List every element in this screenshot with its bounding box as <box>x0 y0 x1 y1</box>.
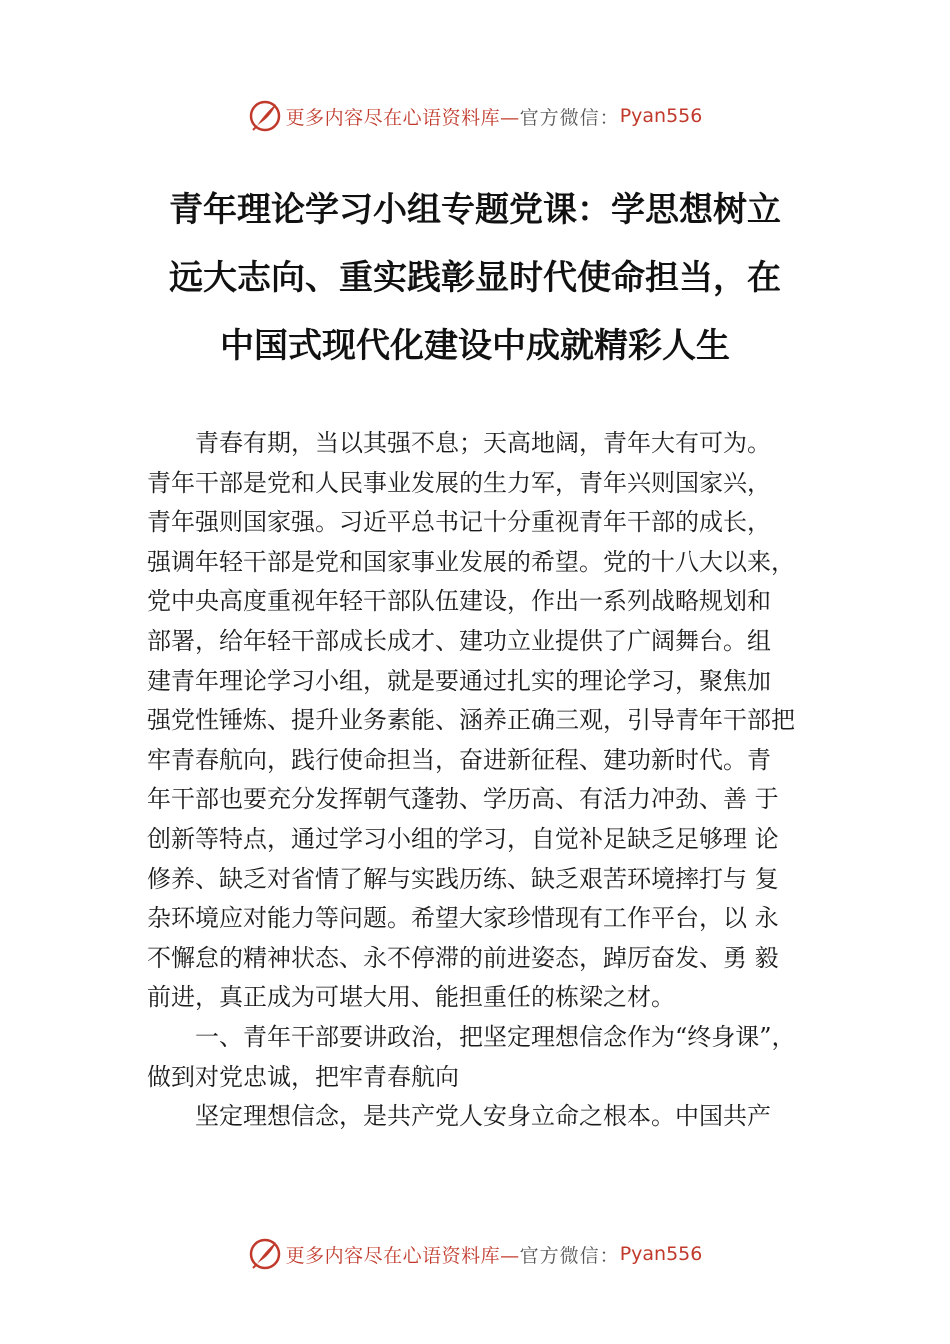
body-line: 青年强则国家强。习近平总书记十分重视青年干部的成长， <box>147 508 771 537</box>
body-line: 党中央高度重视年轻干部队伍建设，作出一系列战略规划和 <box>147 587 771 616</box>
body-line: 前进，真正成为可堪大用、能担重任的栋梁之材。 <box>147 983 675 1012</box>
section-heading: 一、青年干部要讲政治，把坚定理想信念作为“终身课”， <box>195 1022 796 1051</box>
banner-wechat-label: 官方微信： <box>519 1244 620 1267</box>
section-heading-continued: 做到对党忠诚，把牢青春航向 <box>147 1062 459 1091</box>
feather-pen-logo-icon <box>248 1237 282 1271</box>
body-line: 创新等特点，通过学习小组的学习，自觉补足缺乏足够理 论 <box>147 824 779 853</box>
banner-text: 更多内容尽在心语资料库— <box>285 1244 520 1267</box>
body-line: 部署，给年轻干部成长成才、建功立业提供了广阔舞台。组 <box>147 626 771 655</box>
body-line: 年干部也要充分发挥朝气蓬勃、学历高、有活力冲劲、善 于 <box>147 785 779 814</box>
body-line: 牢青春航向，践行使命担当，奋进新征程、建功新时代。青 <box>147 745 771 774</box>
body-line: 青年干部是党和人民事业发展的生力军，青年兴则国家兴， <box>147 468 771 497</box>
body-line: 建青年理论学习小组，就是要通过扎实的理论学习，聚焦加 <box>147 666 771 695</box>
banner-wechat-label: 官方微信： <box>519 106 620 129</box>
body-line: 修养、缺乏对省情了解与实践历练、缺乏艰苦环境摔打与 复 <box>147 864 779 893</box>
document-title <box>140 176 810 380</box>
body-line: 杂环境应对能力等问题。希望大家珍惜现有工作平台，以 永 <box>147 904 779 933</box>
banner-wechat-id: Pyan556 <box>619 1243 703 1265</box>
banner-wechat-id: Pyan556 <box>619 105 703 127</box>
body-line: 青春有期，当以其强不息；天高地阔，青年大有可为。 <box>195 429 771 457</box>
title-line: 中国式现代化建设中成就精彩人生 <box>220 326 730 366</box>
title-line: 远大志向、重实践彰显时代使命担当，在 <box>169 258 781 298</box>
body-line: 不懈怠的精神状态、永不停滞的前进姿态，踔厉奋发、勇 毅 <box>147 943 779 972</box>
banner-text: 更多内容尽在心语资料库— <box>285 106 520 129</box>
body-line: 强调年轻干部是党和国家事业发展的希望。党的十八大以来， <box>147 547 795 576</box>
body-line: 强党性锤炼、提升业务素能、涵养正确三观，引导青年干部把 <box>147 706 795 735</box>
body-line: 坚定理想信念，是共产党人安身立命之根本。中国共产 <box>195 1102 771 1131</box>
feather-pen-logo-icon <box>248 99 282 133</box>
document-body <box>147 424 827 1137</box>
title-line: 青年理论学习小组专题党课：学思想树立 <box>169 190 781 230</box>
footer-banner <box>0 1234 950 1274</box>
header-banner <box>0 96 950 136</box>
